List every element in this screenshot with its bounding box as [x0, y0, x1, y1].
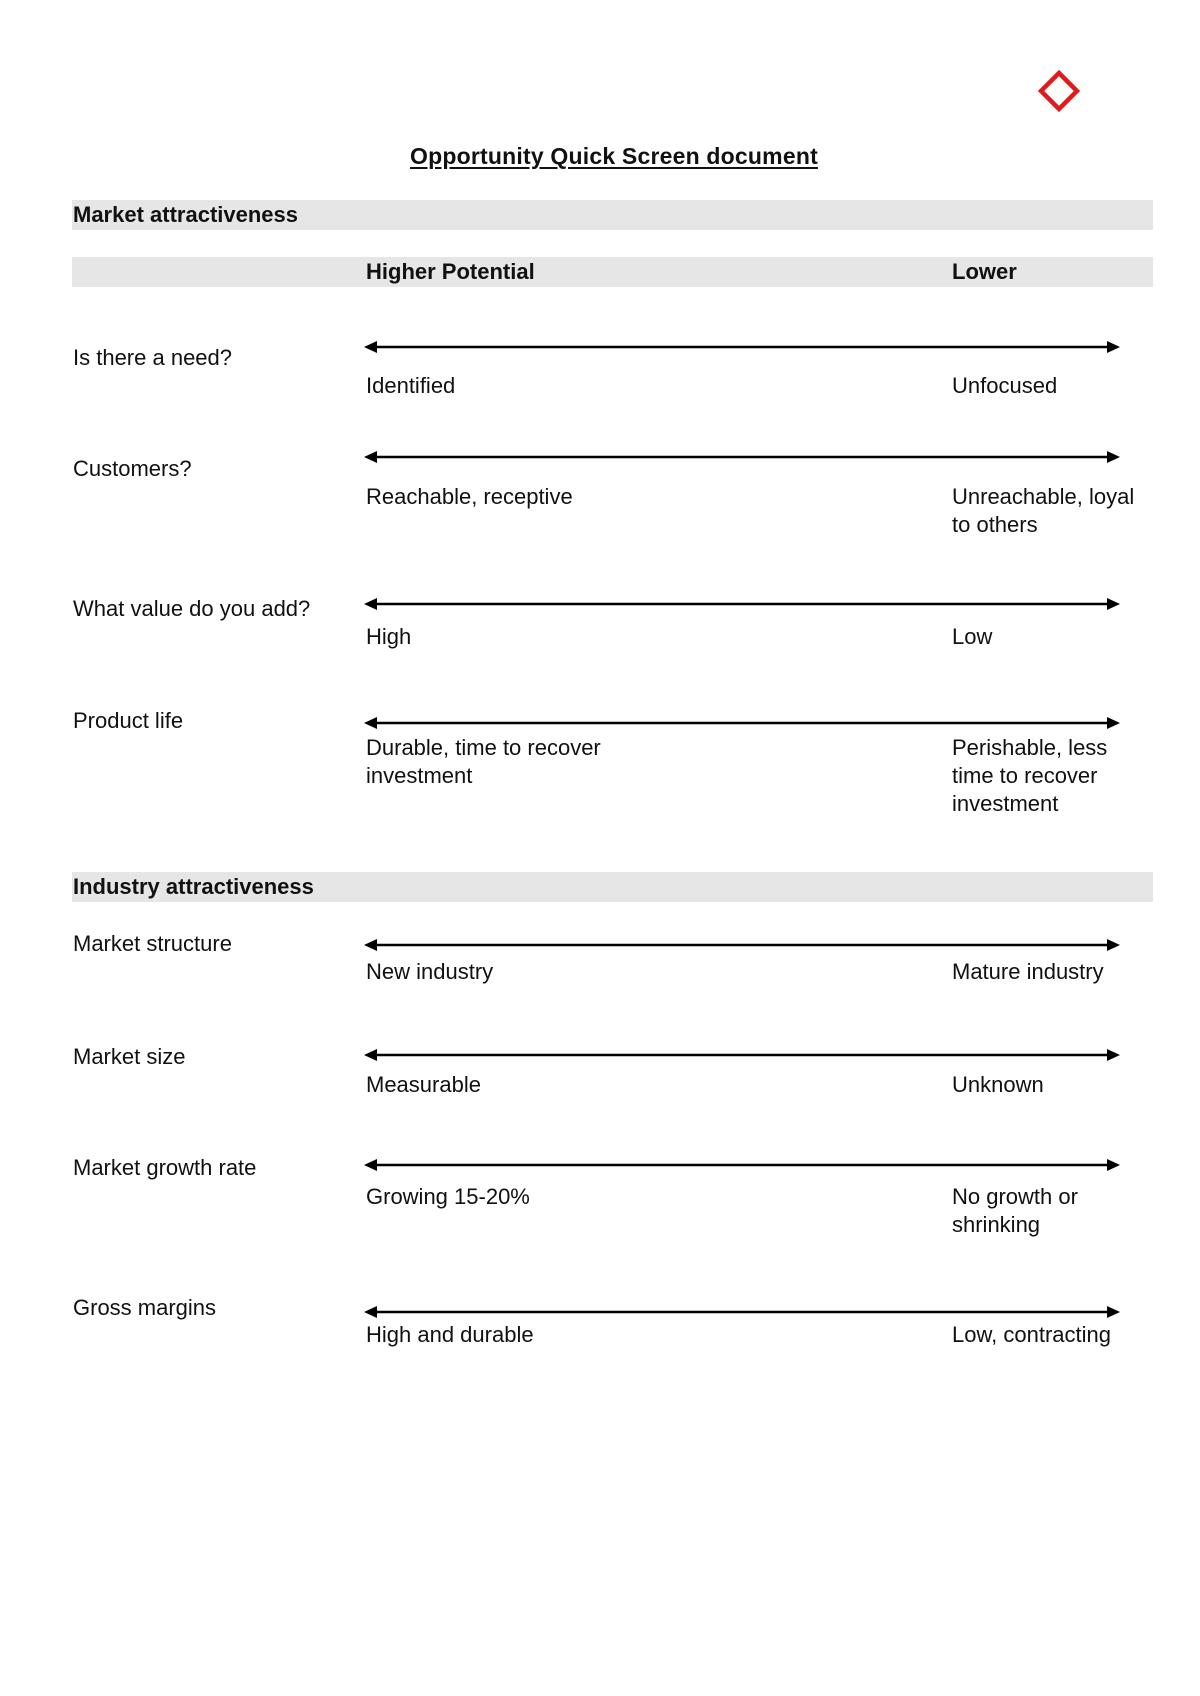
criterion-label: Market size [73, 1044, 186, 1069]
low-end-label: Mature industry [952, 959, 1104, 984]
low-end-label: No growth or shrinking [952, 1184, 1078, 1237]
low-end-label: Unreachable, loyal to others [952, 484, 1135, 537]
criterion-label: Gross margins [73, 1295, 217, 1320]
section-header-market [72, 200, 1153, 230]
low-end-label: Perishable, less time to recover investment [952, 735, 1108, 816]
high-end-label: High and durable [366, 1322, 534, 1347]
document-title: Opportunity Quick Screen document [410, 143, 818, 169]
high-end-label: New industry [366, 959, 494, 984]
scale-arrow [364, 339, 1120, 355]
high-end-label: Reachable, receptive [366, 484, 573, 509]
low-end-label: Low [952, 624, 993, 649]
criterion-label: Product life [73, 708, 184, 733]
section-header-industry [72, 872, 1153, 902]
high-end-label: High [366, 624, 412, 649]
scale-header [72, 257, 1153, 287]
diamond-logo-icon [1038, 70, 1080, 112]
high-end-label: Growing 15-20% [366, 1184, 530, 1209]
criterion-label: Customers? [73, 456, 192, 481]
low-end-label: Unfocused [952, 373, 1058, 398]
criterion-label: Market structure [73, 931, 232, 956]
low-end-label: Low, contracting [952, 1322, 1111, 1347]
criterion-label: Is there a need? [73, 345, 233, 370]
section-heading: Market attractiveness [73, 202, 299, 227]
scale-arrow [364, 596, 1120, 612]
scale-arrow [364, 715, 1120, 731]
scale-high-label: Higher Potential [366, 259, 535, 284]
scale-arrow [364, 1304, 1120, 1320]
criterion-label: What value do you add? [73, 596, 311, 621]
section-heading: Industry attractiveness [73, 874, 314, 899]
scale-arrow [364, 937, 1120, 953]
scale-arrow [364, 1157, 1120, 1173]
high-end-label: Durable, time to recover investment [366, 735, 601, 788]
low-end-label: Unknown [952, 1072, 1044, 1097]
high-end-label: Measurable [366, 1072, 481, 1097]
scale-arrow [364, 449, 1120, 465]
high-end-label: Identified [366, 373, 456, 398]
criterion-label: Market growth rate [73, 1155, 257, 1180]
scale-arrow [364, 1047, 1120, 1063]
scale-low-label: Lower [952, 259, 1017, 284]
